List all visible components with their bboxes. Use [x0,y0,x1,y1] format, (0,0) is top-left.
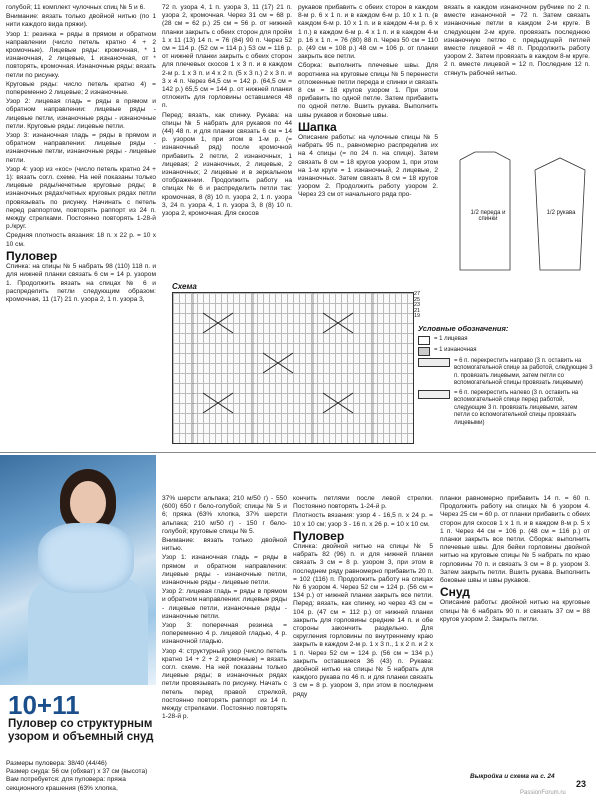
text-line: Размер снуда: 56 см (обхват) х 37 см (высота) [6,768,148,776]
schematic-label-sleeve: 1/2 рукава [546,210,576,216]
text-paragraph: Сборка: выполнить плечевые швы. Для воротника на круговые спицы № 5 перенести отложенные петли переда и спинки и связать 8 см = 18 кругов узором 1. При этом прибавить по одной петле. Затем прибавить по одной петле. Вшить рукава. Выполнить швы рукавов и боковые швы. [298,62,438,119]
text-paragraph: Описание работы: двойной нитью на круговые спицы № 6 набрать 90 п. и связать 37 см = 88 кругов узором 2. Закрыть петли. [440,599,590,623]
chart-title: Схема [172,282,197,291]
snood [38,523,134,593]
section-heading: Шапка [298,119,337,134]
project-number: 10+11 [8,690,80,720]
chart-row-numbers [414,292,420,320]
project-title: Пуловер со структурным узором и объемный снуд [8,718,154,743]
text-paragraph: Перед: вязать, как спинку. Рукава: на спицы № 5 набрать для рукавов по 44 (44) 48 п. и для планки связать 6 см = 14 р. узором 1, при этом в 1-м р. (= изнаночный ряд) после кромочной прибавить 2 петли, 2 изнаночных, 1 лицевая; 2 изнаночных, 2 лицевые, 2 изнаночных; 2 лицевые и в зеркальном отображении. Продолжить работу на спицах № 6 и распределить петли так: кромочная, 8 (8) 10 п. узора 2, 1 п. узора 3, 24 п. узора 4, 1 п. узора 3, 8 (8) 10 п. узора 2, кромочная. Для скосов [162,111,292,218]
section-heading: Пуловер [293,528,345,543]
text-paragraph: 72 п. узора 4, 1 п. узора 3, 11 (17) 21 п. узора 2, кромочная. Через 31 см = 68 р. (28 см = 62 р.) 25 см = 56 р. от нижней планки закрыть с обеих сторон для пройм 1 х 11 (13) 14 п. = 76 (84) 90 п. Через 52 см = 114 р. (52 см = 114 р.) 53 см = 116 р. от нижней планки закрыть с обеих сторон для плечевых скосов 1 х 3 п. и в каждом 2-м р. 1 х 3 п. и 4 х 2 п. (5 х 3 п.) 2 х 3 п. и 3 х 4 п. Через 64,5 см = 142 р. (64,5 см = 142 р.) 65,5 см = 144 р. от нижней планки отложить для горловины оставшиеся 48 п. [162,4,292,110]
bottom-column-3 [293,495,433,700]
legend-title: Условные обозначения: [418,324,509,333]
text-paragraph: планки равномерно прибавить 14 п. = 60 п. Продолжить работу на спицах № 6 узором 4. Через 25 см = 60 р. от планки прибавить с обеих сторон для скосов 1 х 1 п. и в каждом 8-м р. 5 х 1 п. Через 44 см = 106 р. (48 см = 116 р.) от планки закрыть все петли. Сборка: выполнить плечевые швы. Для бейки горловины двойной нитью на круговые спицы № 5 набрать по краю горловины 70 п. и связать 3 см = 8 р. узором 3. Затем закрыть петли. Вшить рукава. Выполнить боковые швы и швы рукавов. [440,495,590,585]
purl-symbol-icon [418,347,430,356]
text-paragraph: кончить петлями после левой стрелки. Постоянно повторять 1-24-й р. [293,495,433,511]
legend-item: = 1 изнаночная [418,347,594,356]
text-paragraph: Внимание: вязать только двойной нитью (по 1 нити каждого вида пряжи). [6,13,156,29]
text-paragraph: Узор 2: лицевая гладь = ряды в прямом и обратном направлении: лицевые ряды - лицевые петли, изнаночные ряды - изнаночные петли. Круговые ряды: лицевые петли. [6,98,156,130]
top-column-2 [162,4,292,219]
text-paragraph: Внимание: вязать только двойной нитью. [162,537,287,553]
text-line: Вам потребуется: для пуловера: пряжа секционного крашения (63% хлопка, [6,776,126,792]
row-number: 25 [414,296,421,303]
top-column-1 [6,4,156,305]
text-paragraph: 37% шерсти альпака; 210 м/50 г) - 550 (600) 650 г бело-голубой; спицы № 5 и 6; пряжа (63% хлопка, 37% шерсти альпака; 210 м/50 г) - 150 г бело-голубой; круговые спицы № 5. [162,495,287,535]
text-paragraph: Узор 4: узор из «кос» (число петель кратно 24 + 1): вязать согл. схеме. На ней показаны только лицевые ряды/нечетные круговые ряды; в изнаночных рядах/четных круговых рядах петли провязывать по рисунку. Начинать с петель перед раппортом, повторять раппорт из 24 п. между стрелками. Постоянно повторять 1-28-й р./круг. [6,165,156,231]
pattern-schematic [440,140,590,300]
top-column-4 [444,4,590,79]
knit-symbol-icon [418,336,430,345]
row-number: 27 [414,291,421,297]
watermark: PassionForum.ru [520,790,566,796]
text-paragraph: Средняя плотность вязания: 18 п. х 22 р. = 10 х 10 см. [6,232,156,248]
cable-left-symbol-icon [418,390,450,399]
knitting-chart [172,292,414,444]
schematic-drawing [440,140,590,300]
row-number: 23 [414,302,421,309]
legend-item: = 6 п. перекрестить налево (3 п. оставить на вспомогательной спице перед работой, следующие 3 п. провязать лицевыми, затем петли со вспомогательной спицы провязать лицевыми) [418,390,594,428]
legend-item: = 6 п. перекрестить направо (3 п. оставить на вспомогательной спице за работой, следующие 3 п. провязать лицевыми, затем петли со вспомогательной спицы провязать лицевыми) [418,358,594,388]
footer-note: Выкройка и схема на с. 24 [470,773,555,780]
row-number: 21 [414,307,421,314]
text-paragraph: Спинка: двойной нитью на спицы № 5 набрать 82 (96) п. и для нижней планки связать 3 см = 8 р. узором 3, при этом в последнем ряду равномерно прибавить 20 п. = 102 (116) п. Продолжить работу на спицах № 6 узором 4. Через 52 см = 124 р. (56 см = 134 р.) от нижней планки закрыть все петли. Перед: вязать, как спинку, но через 43 см = 104 р. (47 см = 112 р.) от нижней планки закрыть для горловины средние 14 п. и обе стороны закончить раздельно. Для скругления горловины по внутреннему краю закрыть в каждом 2-м р. 1 х 3 п., 1 х 2 п. и 2 х 1 п. Через 52 см = 124 р. (56 см = 134 р.) закрыть оставшиеся 36 (43) п. Рукава: двойной нитью на спицы № 5 набрать для каждого рукава по 46 п. и для планки связать 3 см = 8 р. узором 3, при этом в последнем ряду [293,543,433,698]
text-paragraph: Описание работы: на чулочные спицы № 5 набрать 95 п., равномерно распределив их на 4 спицы (= по 24 п. на спице). Затем связать 8 см = 18 кругов узором 1, при этом на 1-м круге = 1 изнаночный, 2 лицевые, 2 изнаночных. Затем связать 8 см = 18 кругов узором 2. Продолжить работу узором 2. Через 23 см от начального ряда про- [298,134,438,199]
text-paragraph: рукавов прибавить с обеих сторон в каждом 8-м р. 6 х 1 п. и в каждом 6-м р. 10 х 1 п. (в каждом 6-м р. 10 х 1 п. и в каждом 4-м р. 6 х 1 п.) в каждом 6-м р. 4 х 1 п. и в каждом 4-м р. 16 х 1 п. = 76 (80) 88 п. Через 50 см = 110 р. (49 см = 108 р.) 48 см = 106 р. от планки закрыть все петли. [298,4,438,61]
text-paragraph: Спинка: на спицы № 5 набрать 98 (110) 118 п. и для нижней планки связать 6 см = 14 р. узором 1. Продолжить вязать на спицах № 6 и распределить петли следующим образом: кромочная, 11 (17) 21 п. узора 2, 1 п. узора 3, [6,263,156,303]
text-paragraph: Плотность вязания: узор 4 - 16,5 п. х 24 р. = 10 х 10 см; узор 3 - 16 п. х 26 р. = 10 х 10 см. [293,512,433,528]
text-paragraph: голубой; 11 комплект чулочных спиц № 5 и 6. [6,4,146,11]
schematic-label-body: 1/2 переда и спинки [470,210,506,222]
bottom-column-1 [6,760,156,793]
text-paragraph: Круговые ряды: число петель кратно 4) = попеременно 2 лицевые; 2 изнаночные. [6,80,156,97]
text-paragraph: Узор 2: лицевая гладь = ряды в прямом и обратном направлении: лицевые ряды - лицевые петли, изнаночные ряды - изнаночные петли. [162,588,287,620]
text-paragraph: Узор 1: изнаночная гладь = ряды в прямом и обратном направлении: лицевые ряды - изнаночные петли, изнаночные ряды - лицевые петли. [162,554,287,587]
bottom-column-2 [162,495,287,722]
section-heading: Пуловер [6,248,58,263]
text-paragraph: Узор 3: изнаночная гладь = ряды в прямом и обратном направлении: лицевые ряды - изнаночные петли, изнаночные ряды - лицевые петли. [6,132,156,164]
text-paragraph: Узор 1: резинка = ряды в прямом и обратном направлении (число петель кратно 4 + 2 кромочные). Лицевые ряды: кромочная, * 1 изнаночная, 2 лицевые, 1 изнаночная, от * повторять, кромочная. Изнаночные ряды: вязать петли по рисунку. [6,30,156,79]
chart-legend [418,325,594,429]
row-number: 19 [414,313,421,320]
text-paragraph: Узор 4: структурный узор (число петель кратно 14 + 2 + 2 кромочные) = вязать согл. схеме. На ней показаны только лицевые ряды; в изнаночных рядах петли провязывать по рисунку. Начать с петель перед правой стрелкой, постоянно повторять раппорт из 14 п. между стрелками. Постоянно повторять 1-28-й р. [162,647,287,721]
section-heading: Снуд [440,585,470,600]
face [70,481,106,525]
section-divider [0,452,596,453]
page-number: 23 [576,779,587,789]
legend-item: = 1 лицевая [418,336,594,345]
bottom-column-4 [440,495,590,625]
text-line: Размеры пуловера: 38/40 (44/46) [6,760,107,767]
cable-right-symbol-icon [418,358,450,367]
model-photo [0,455,156,685]
top-column-3 [298,4,438,201]
chart-cables [173,293,413,443]
text-paragraph: вязать в каждом изнаночном рубчике по 2 п. вместе изнаночной = 72 п. Затем связать изнаночные петли в каждом 2-м круге. В следующем 2-м круге. провязать последнюю изнаночную петлю с предыдущей петлей вместе лицевой = 48 п. Продолжить работу узором 2. Затем провязать в каждом 8-м круге. 2 п. вместе лицевой = 12 п. Последние 12 п. стянуть рабочей нитью. [444,4,590,77]
text-paragraph: Узор 3: поперечная резинка = попеременно 4 р. лицевой гладью, 4 р. изнаночной гладью. [162,622,287,646]
